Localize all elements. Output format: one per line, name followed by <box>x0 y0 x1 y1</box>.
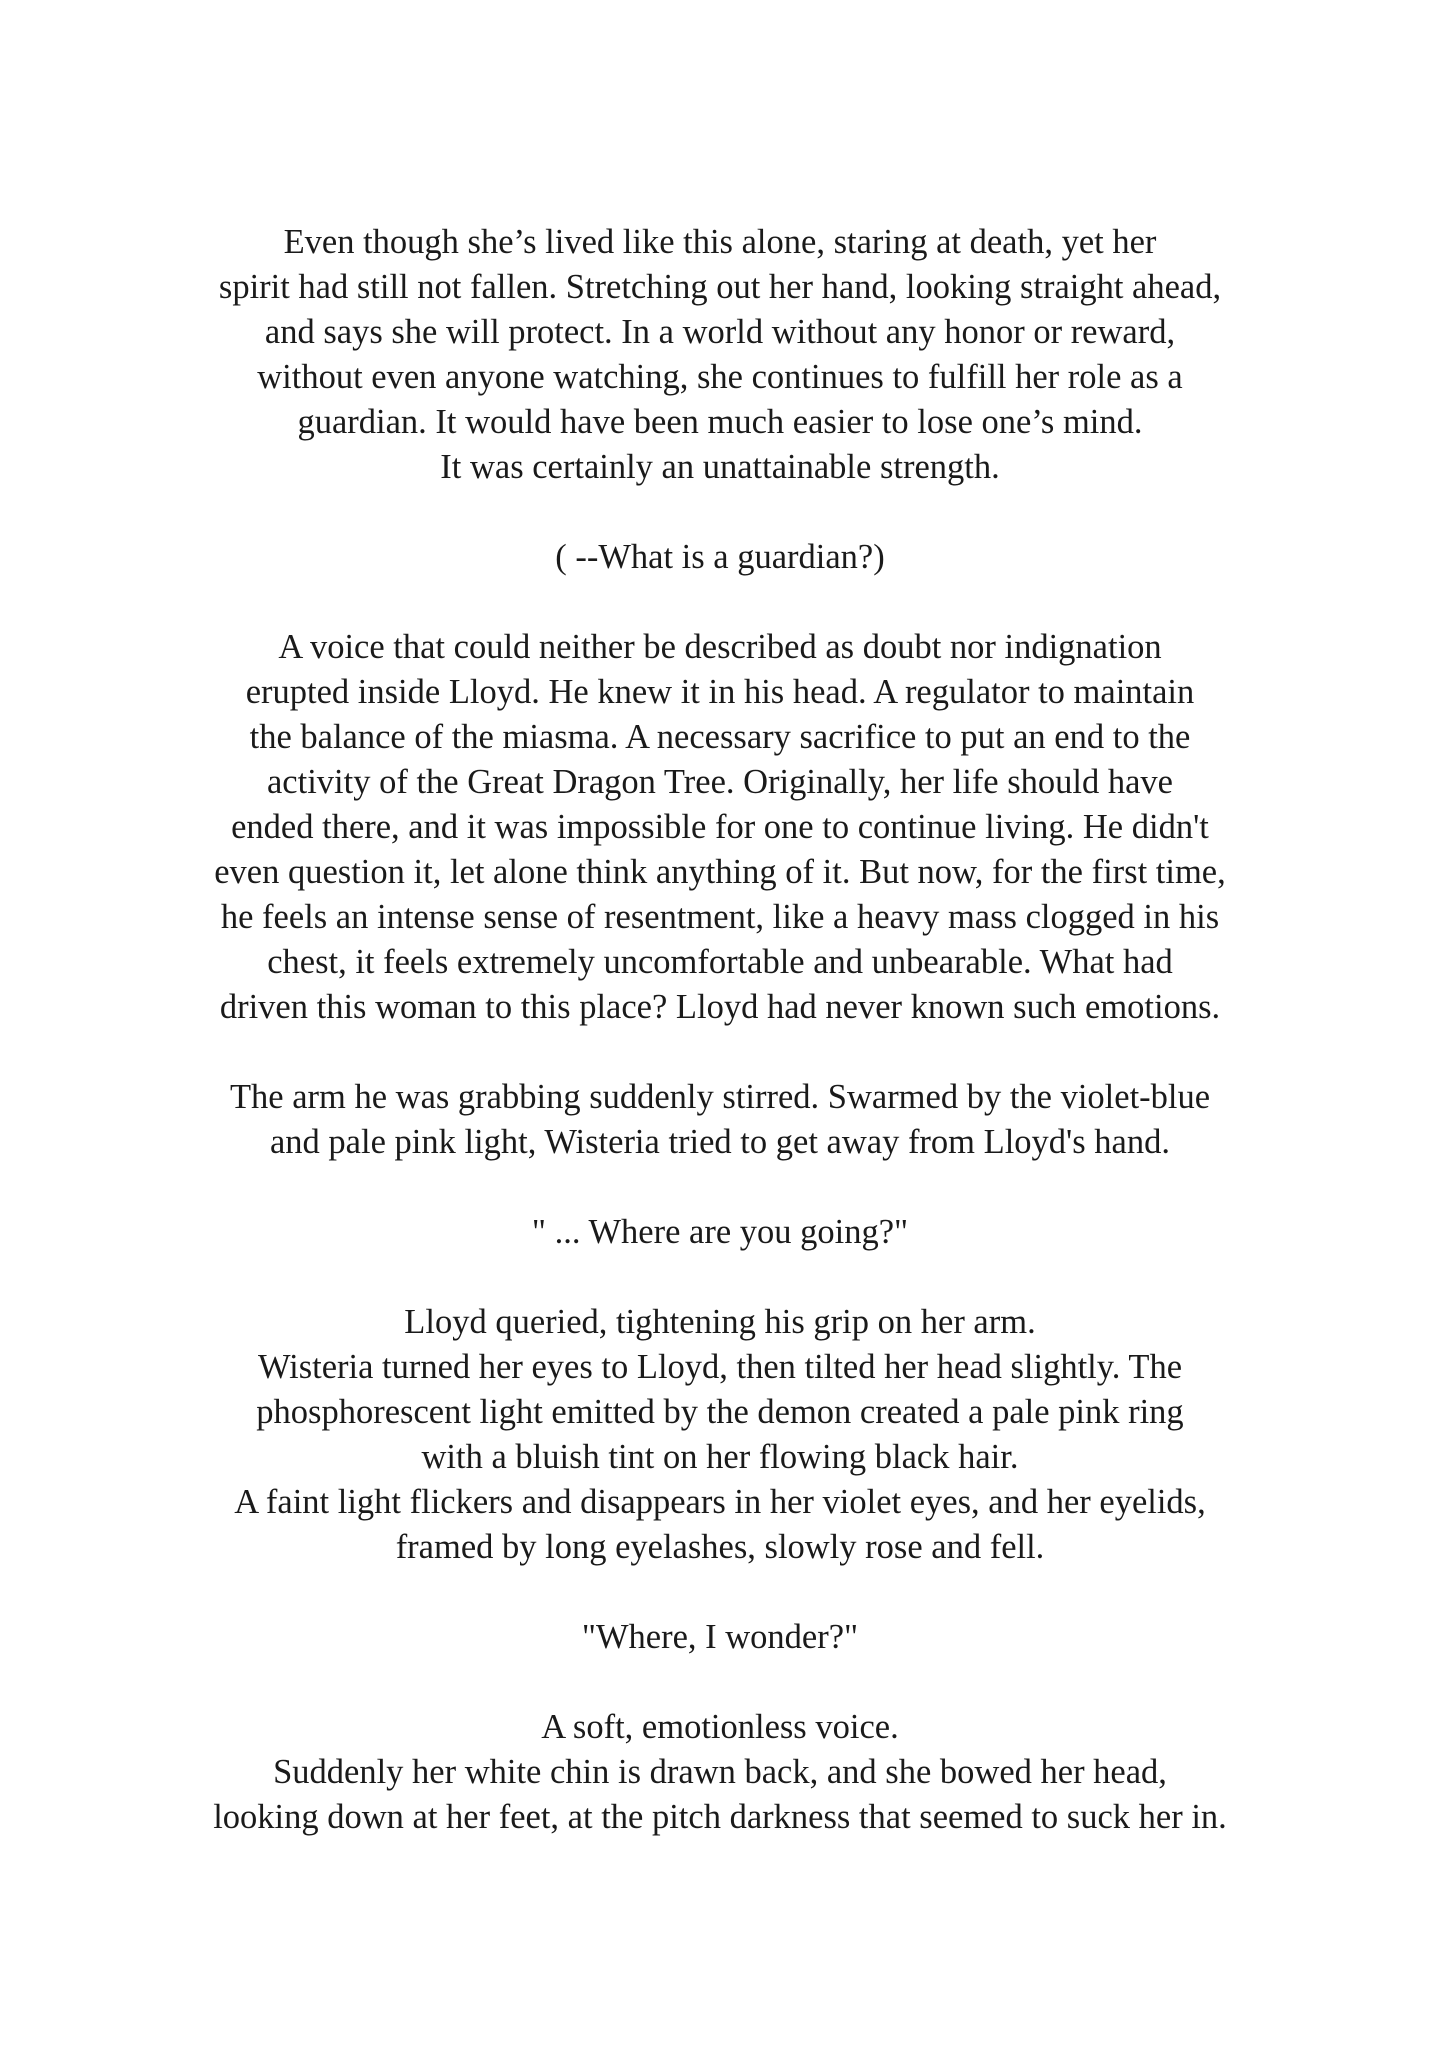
text-line: framed by long eyelashes, slowly rose and fell. <box>395 1528 1045 1566</box>
text-line: looking down at her feet, at the pitch darkness that seemed to suck her in. <box>213 1798 1227 1836</box>
text-line: A soft, emotionless voice. <box>541 1708 899 1746</box>
text-line: A faint light flickers and disappears in her violet eyes, and her eyelids, <box>234 1483 1206 1521</box>
text-line: Even though she’s lived like this alone, staring at death, yet her <box>283 223 1157 261</box>
text-line: driven this woman to this place? Lloyd had never known such emotions. <box>219 988 1221 1026</box>
text-line: he feels an intense sense of resentment, like a heavy mass clogged in his <box>220 898 1220 936</box>
paragraph-lloyd-resentment <box>0 625 1440 1030</box>
paragraph-arm-stirred <box>0 1075 1440 1165</box>
text-line: A voice that could neither be described as doubt nor indignation <box>278 628 1162 666</box>
text-line: without even anyone watching, she continues to fulfill her role as a <box>257 358 1183 396</box>
text-line: ended there, and it was impossible for one to continue living. He didn't <box>231 808 1209 846</box>
text-line: the balance of the miasma. A necessary sacrifice to put an end to the <box>249 718 1191 756</box>
text-line: even question it, let alone think anything of it. But now, for the first time, <box>214 853 1226 891</box>
paragraph-inner-question <box>0 535 1440 580</box>
text-line: " ... Where are you going?" <box>531 1213 909 1251</box>
text-line: guardian. It would have been much easier to lose one’s mind. <box>297 403 1143 441</box>
text-line: and says she will protect. In a world without any honor or reward, <box>264 313 1176 351</box>
text-line: and pale pink light, Wisteria tried to get away from Lloyd's hand. <box>269 1123 1170 1161</box>
text-line: activity of the Great Dragon Tree. Originally, her life should have <box>266 763 1173 801</box>
paragraph-dialogue-where-wonder <box>0 1615 1440 1660</box>
paragraph-wisteria-description <box>0 1300 1440 1570</box>
text-line: Wisteria turned her eyes to Lloyd, then tilted her head slightly. The <box>257 1348 1183 1386</box>
text-line: spirit had still not fallen. Stretching out her hand, looking straight ahead, <box>218 268 1222 306</box>
text-line: The arm he was grabbing suddenly stirred. Swarmed by the violet-blue <box>229 1078 1211 1116</box>
text-line: phosphorescent light emitted by the demon created a pale pink ring <box>256 1393 1184 1431</box>
paragraph-soft-voice <box>0 1705 1440 1840</box>
text-line: ( --What is a guardian?) <box>555 538 885 576</box>
paragraph-guardian-strength <box>0 220 1440 490</box>
text-line: Suddenly her white chin is drawn back, and she bowed her head, <box>273 1753 1167 1791</box>
paragraph-dialogue-where-going <box>0 1210 1440 1255</box>
text-line: Lloyd queried, tightening his grip on her arm. <box>404 1303 1036 1341</box>
text-line: erupted inside Lloyd. He knew it in his head. A regulator to maintain <box>245 673 1195 711</box>
text-line: "Where, I wonder?" <box>581 1618 859 1656</box>
text-line: with a bluish tint on her flowing black hair. <box>421 1438 1019 1476</box>
text-line: It was certainly an unattainable strength. <box>440 448 1000 486</box>
text-line: chest, it feels extremely uncomfortable and unbearable. What had <box>267 943 1173 981</box>
